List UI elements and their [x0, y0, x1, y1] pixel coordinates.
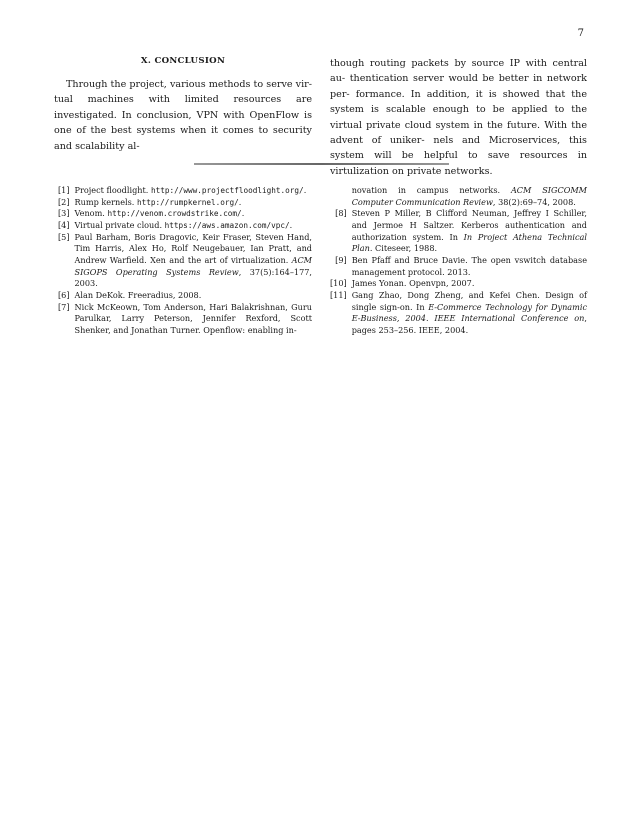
reference-number: [7]	[58, 301, 70, 312]
reference-item	[58, 197, 312, 209]
reference-number: [1]	[58, 185, 70, 195]
paragraph-line: thentication server would be better in network per-	[330, 73, 587, 100]
page-number: 7	[577, 28, 584, 39]
paragraph-line: formance. In addition, it is showed that the system	[330, 88, 587, 116]
reference-url[interactable]: http://www.projectfloodlight.org/	[150, 186, 304, 195]
reference-item	[58, 220, 312, 232]
reference-number: [4]	[58, 219, 70, 230]
paragraph-line: systems when it comes to security and scalability al-	[54, 125, 312, 152]
reference-number: [5]	[58, 231, 70, 242]
conclusion-right-column	[330, 56, 587, 179]
section-divider	[194, 163, 449, 165]
reference-text: Alan DeKok. Freeradius, 2008.	[74, 289, 202, 300]
reference-text: Paul Barham, Boris Dragovic, Keir Fraser, Steven Hand, Tim Harris, Alex Ho, Rolf Neugebauer, Ian Pratt, and Andrew Warfield. Xen and the art of virtualization. ACM SIGOPS Operating Systems Review, 37(5):164–177, 2003.	[74, 231, 312, 289]
reference-text: Rump kernels. http://rumpkernel.org/.	[74, 196, 242, 207]
paragraph-line: tual machines with limited resources are investigated.	[54, 94, 312, 121]
reference-text: James Yonan. Openvpn, 2007.	[351, 278, 475, 289]
section-heading-conclusion: X. CONCLUSION	[140, 56, 226, 66]
reference-url[interactable]: http://venom.crowdstrike.com/	[107, 209, 242, 219]
paragraph-line: cloud system in the future. With the advent of uniker-	[330, 119, 587, 147]
paragraph-line: Through the project, various methods to serve vir-	[66, 79, 312, 90]
reference-item	[58, 302, 312, 337]
reference-number: [2]	[58, 196, 70, 207]
conclusion-paragraph-right	[330, 56, 587, 179]
reference-item	[58, 232, 312, 290]
reference-item	[58, 290, 312, 302]
reference-number: [8]	[335, 208, 347, 219]
reference-item	[330, 255, 587, 278]
reference-number: [6]	[58, 289, 70, 300]
reference-item	[58, 185, 312, 197]
conclusion-left-column	[54, 56, 312, 154]
reference-text: Gang Zhao, Dong Zheng, and Kefei Chen. Design of single sign-on. In E-Commerce Technology for Dynamic E-Business, 2004. IEEE International Conference on, pages 253–256. IEEE, 2004.	[351, 289, 587, 335]
reference-number: [10]	[330, 278, 347, 289]
paragraph-line: nels and Microservices, this system will be helpful to	[330, 135, 587, 162]
reference-item	[58, 208, 312, 220]
reference-url[interactable]: https://aws.amazon.com/vpc/	[164, 220, 290, 230]
reference-item-continued	[330, 185, 587, 208]
references-left-column	[58, 185, 312, 337]
reference-item	[330, 208, 587, 255]
paragraph-line: is scalable enough to be applied to the virtual private	[330, 104, 587, 131]
reference-number: [11]	[330, 289, 347, 300]
reference-url[interactable]: http://rumpkernel.org/	[136, 197, 239, 207]
reference-text: Virtual private cloud. https://aws.amazon.com/vpc/.	[74, 219, 293, 230]
references-right-column	[330, 185, 587, 337]
paragraph-line: In conclusion, VPN with OpenFlow is one of the best	[54, 109, 312, 137]
reference-item	[330, 290, 587, 337]
reference-number: [3]	[58, 208, 70, 219]
reference-number: [9]	[335, 254, 347, 265]
reference-item	[330, 278, 587, 290]
paragraph-line: though routing packets by source IP with central au-	[330, 58, 587, 85]
reference-text: Steven P Miller, B Clifford Neuman, Jeffrey I Schiller, and Jermoe H Saltzer. Kerberos authentication and authorization system. In In Project Athena Technical Plan. Citeseer, 1988.	[351, 208, 587, 254]
reference-text: novation in campus networks. ACM SIGCOMM Computer Communication Review, 38(2):69–74, 2008.	[351, 185, 587, 207]
paragraph-line: save resources in virtulization on private networks.	[330, 150, 587, 177]
reference-text: Project floodlight. http://www.projectfloodlight.org/.	[74, 185, 307, 195]
conclusion-paragraph-left	[54, 77, 312, 154]
reference-text: Ben Pfaff and Bruce Davie. The open vswitch database management protocol. 2013.	[351, 254, 587, 277]
reference-text: Venom. http://venom.crowdstrike.com/.	[74, 208, 245, 219]
reference-text: Nick McKeown, Tom Anderson, Hari Balakrishnan, Guru Parulkar, Larry Peterson, Jennifer Rexford, Scott Shenker, and Jonathan Turner. Openflow: enabling in-	[74, 301, 312, 335]
